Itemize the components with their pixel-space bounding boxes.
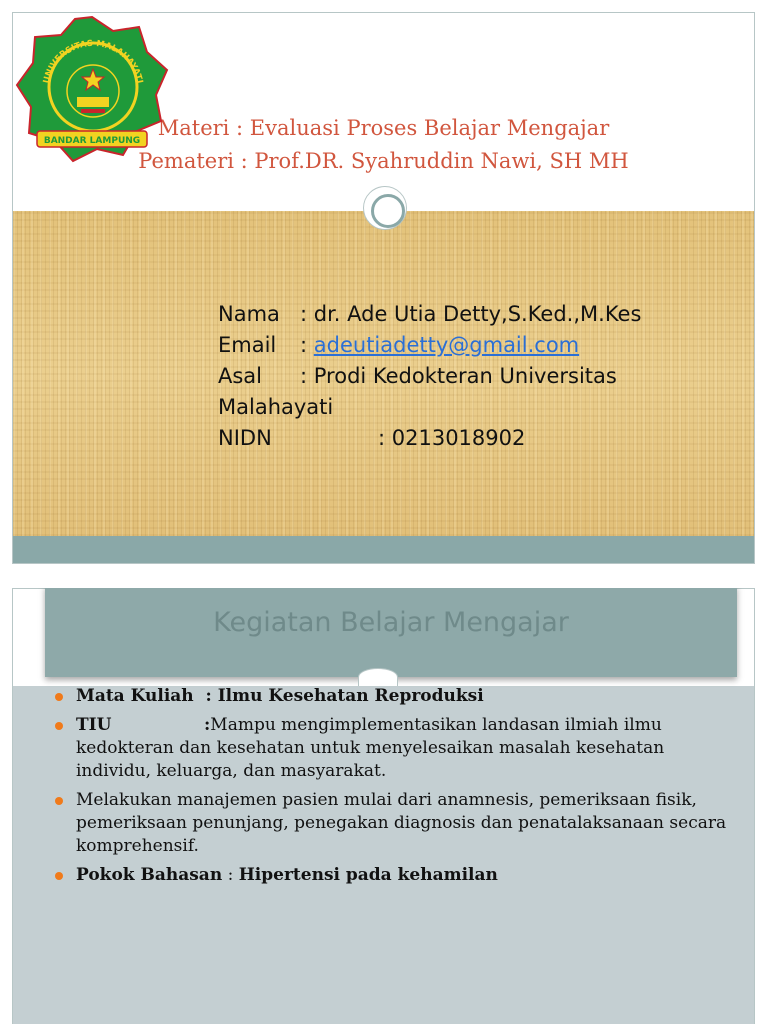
nama-value: : dr. Ade Utia Detty,S.Ked.,M.Kes (300, 302, 642, 326)
asal-label: Asal (218, 364, 263, 388)
logo-top-text: UNIVERSITAS MALAHAYATI (41, 38, 145, 85)
list-item (51, 714, 741, 783)
circle-ornament-icon (358, 668, 398, 686)
bullet-text: Melakukan manajemen pasien mulai dari anamnesis, pemeriksaan fisik, pemeriksaan penunjang, penegakan diagnosis dan penatalaksanaan secara komprehensif. (76, 790, 727, 856)
bullet-list (51, 685, 741, 893)
slide2-header (45, 588, 737, 677)
bullet-text: Ilmu Kesehatan Reproduksi (217, 686, 484, 706)
slide-2 (12, 588, 755, 1024)
list-item (51, 789, 741, 858)
list-item (51, 685, 741, 708)
info-email (218, 330, 738, 361)
teal-band (13, 536, 754, 564)
list-item (51, 864, 741, 887)
info-asal (218, 361, 738, 392)
nidn-value: : 0213018902 (378, 426, 526, 450)
title-pemateri: Pemateri : Prof.DR. Syahruddin Nawi, SH MH (138, 149, 629, 173)
circle-ornament-icon (363, 186, 407, 230)
email-label: Email (218, 333, 277, 357)
bullet-label: Pokok Bahasan (76, 865, 223, 885)
nama-label: Nama (218, 302, 280, 326)
email-separator: : (300, 333, 314, 357)
bullet-sep: : (193, 686, 218, 706)
slide2-title: Kegiatan Belajar Mengajar (213, 607, 569, 638)
info-nidn (218, 423, 738, 454)
bullet-label: TIU (76, 715, 112, 735)
speaker-info (218, 299, 738, 454)
asal-value: : Prodi Kedokteran Universitas (300, 364, 617, 388)
logo-bottom-text: BANDAR LAMPUNG (43, 136, 141, 146)
bullet-sep: : (222, 865, 239, 885)
title-materi: Materi : Evaluasi Proses Belajar Mengajar (157, 116, 610, 140)
bullet-sep: : (204, 715, 211, 735)
bullet-label: Mata Kuliah (76, 686, 194, 706)
asal-value-cont: Malahayati (218, 395, 334, 419)
email-link[interactable]: adeutiadetty@gmail.com (313, 333, 580, 357)
university-crest-icon (13, 13, 171, 165)
nidn-label: NIDN (218, 426, 272, 450)
bullet-text: Mampu mengimplementasikan landasan ilmiah ilmu kedokteran dan kesehatan untuk menyelesaikan masalah kesehatan individu, keluarga, dan masyarakat. (76, 715, 665, 781)
slide-1 (12, 12, 755, 564)
bullet-text: Hipertensi pada kehamilan (238, 865, 498, 885)
info-nama (218, 299, 738, 330)
info-asal-cont (218, 392, 738, 423)
